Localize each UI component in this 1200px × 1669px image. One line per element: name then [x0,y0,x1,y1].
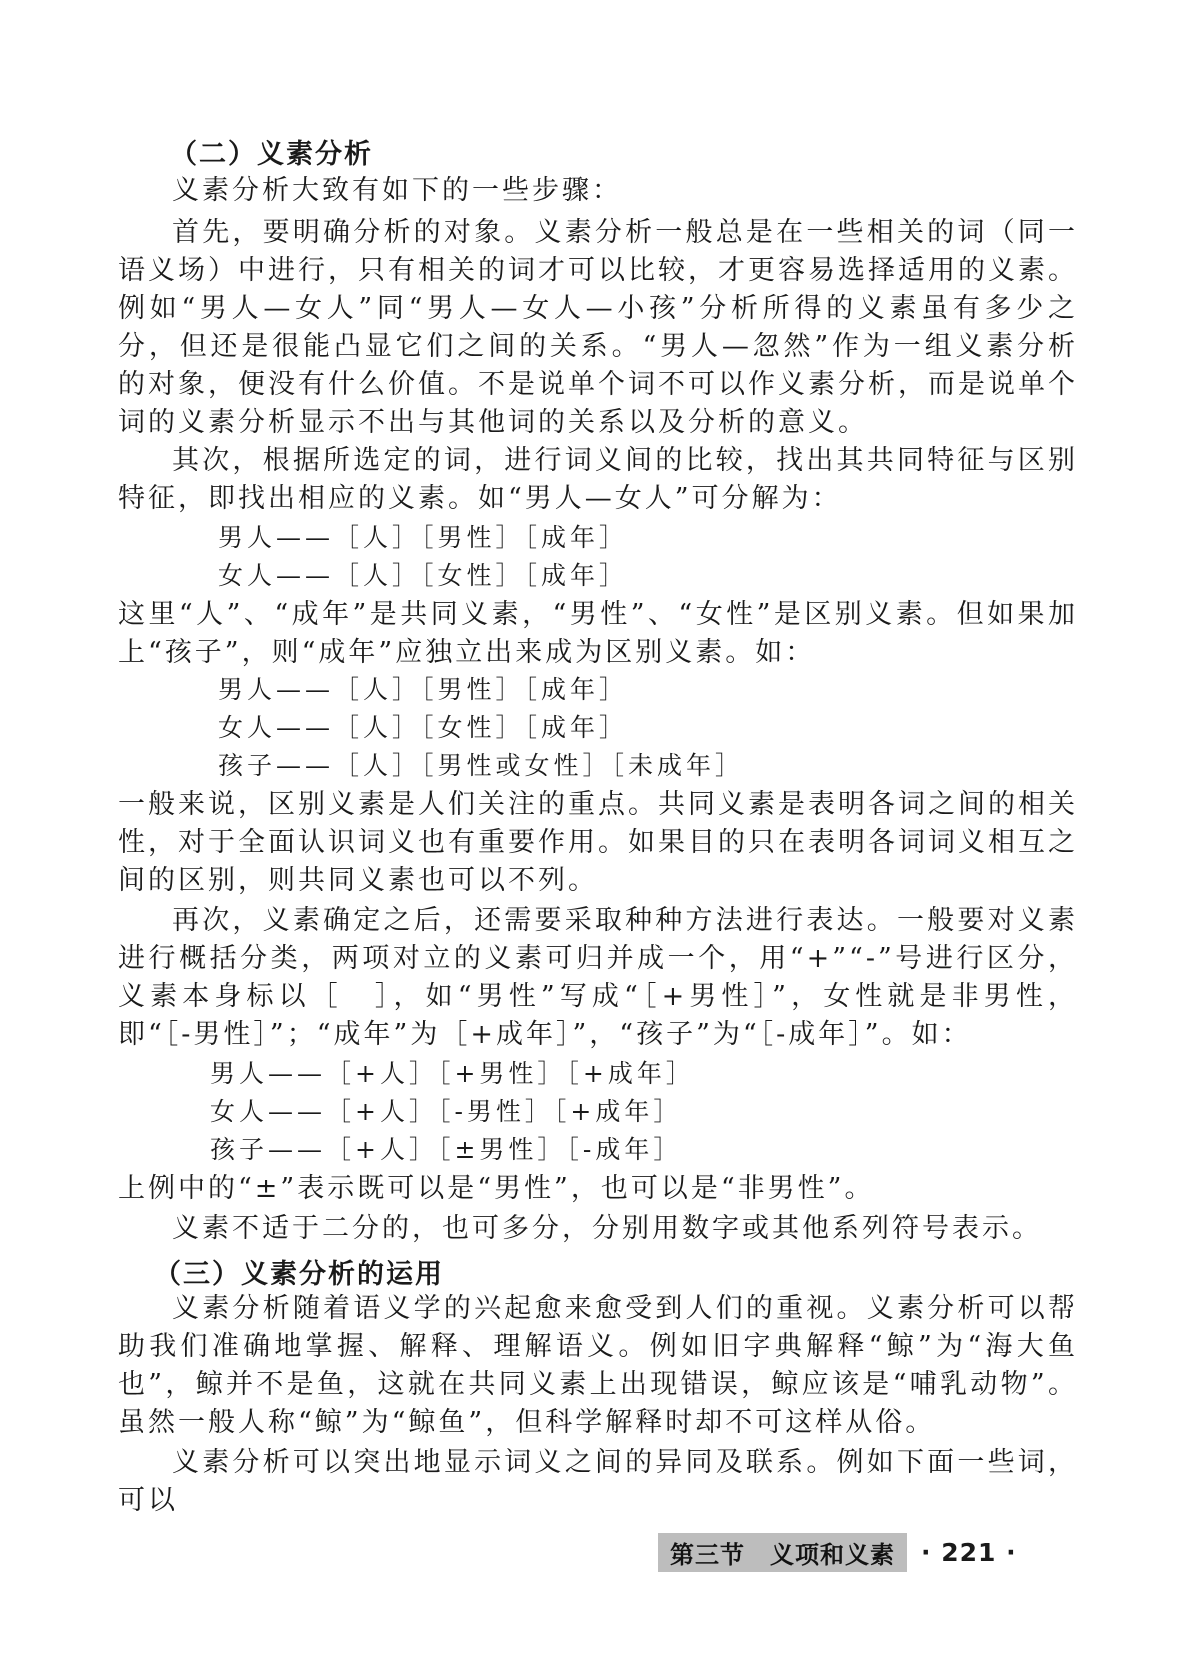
formula-line: 女人——［人］［女性］［成年］ [218,713,629,742]
page-number: · 221 · [921,1537,1017,1567]
chapter-label: 第三节 义项和义素 [658,1533,907,1572]
section-heading-2: （二）义素分析 [170,139,373,170]
paragraph-differences: 义素分析可以突出地显示词义之间的异同及联系。例如下面一些词，可以 [118,1447,1078,1516]
formula-line: 男人——［+人］［+男性］［+成年］ [210,1059,695,1088]
paragraph-plus-minus: 上例中的“±”表示既可以是“男性”，也可以是“非男性”。 [118,1173,875,1204]
formula-line: 女人——［+人］［-男性］［+成年］ [210,1097,683,1126]
paragraph-steps-intro: 义素分析大致有如下的一些步骤： [172,175,622,206]
paragraph-common-features: 这里“人”、“成年”是共同义素，“男性”、“女性”是区别义素。但如果加上“孩子”，则“成年”应独立出来成为区别义素。如： [118,599,1078,668]
paragraph-first-step: 首先，要明确分析的对象。义素分析一般总是在一些相关的词（同一语义场）中进行，只有相关的词才可以比较，才更容易选择适用的义素。例如“男人—女人”同“男人—女人—小孩”分析所得的义素虽有多少之分，但还是很能凸显它们之间的关系。“男人—忽然”作为一组义素分析的对象，便没有什么价值。不是说单个词不可以作义素分析，而是说单个词的义素分析显示不出与其他词的关系以及分析的意义。 [118,217,1078,438]
page-footer [658,1534,1017,1570]
paragraph-application: 义素分析随着语义学的兴起愈来愈受到人们的重视。义素分析可以帮助我们准确地掌握、解释、理解语义。例如旧字典解释“鲸”为“海大鱼也”，鲸并不是鱼，这就在共同义素上出现错误，鲸应该是“哺乳动物”。虽然一般人称“鲸”为“鲸鱼”，但科学解释时却不可这样从俗。 [118,1293,1078,1438]
formula-line: 女人——［人］［女性］［成年］ [218,561,629,590]
formula-line: 孩子——［人］［男性或女性］［未成年］ [218,751,745,780]
paragraph-distinguishing: 一般来说，区别义素是人们关注的重点。共同义素是表明各词之间的相关性，对于全面认识词义也有重要作用。如果目的只在表明各词词义相互之间的区别，则共同义素也可以不列。 [118,789,1078,896]
section-heading-3: （三）义素分析的运用 [154,1259,444,1290]
formula-line: 孩子——［+人］［±男性］［-成年］ [210,1135,683,1164]
paragraph-second-step: 其次，根据所选定的词，进行词义间的比较，找出其共同特征与区别特征，即找出相应的义素。如“男人—女人”可分解为： [118,445,1078,514]
formula-line: 男人——［人］［男性］［成年］ [218,675,629,704]
formula-line: 男人——［人］［男性］［成年］ [218,523,629,552]
paragraph-third-step: 再次，义素确定之后，还需要采取种种方法进行表达。一般要对义素进行概括分类，两项对立的义素可归并成一个，用“+”“-”号进行区分，义素本身标以［ ］，如“男性”写成“［+男性］”，女性就是非男性，即“［-男性］”；“成年”为［+成年］”，“孩子”为“［-成年］”。如： [118,905,1078,1050]
paragraph-multi-class: 义素不适于二分的，也可多分，分别用数字或其他系列符号表示。 [172,1213,1042,1244]
